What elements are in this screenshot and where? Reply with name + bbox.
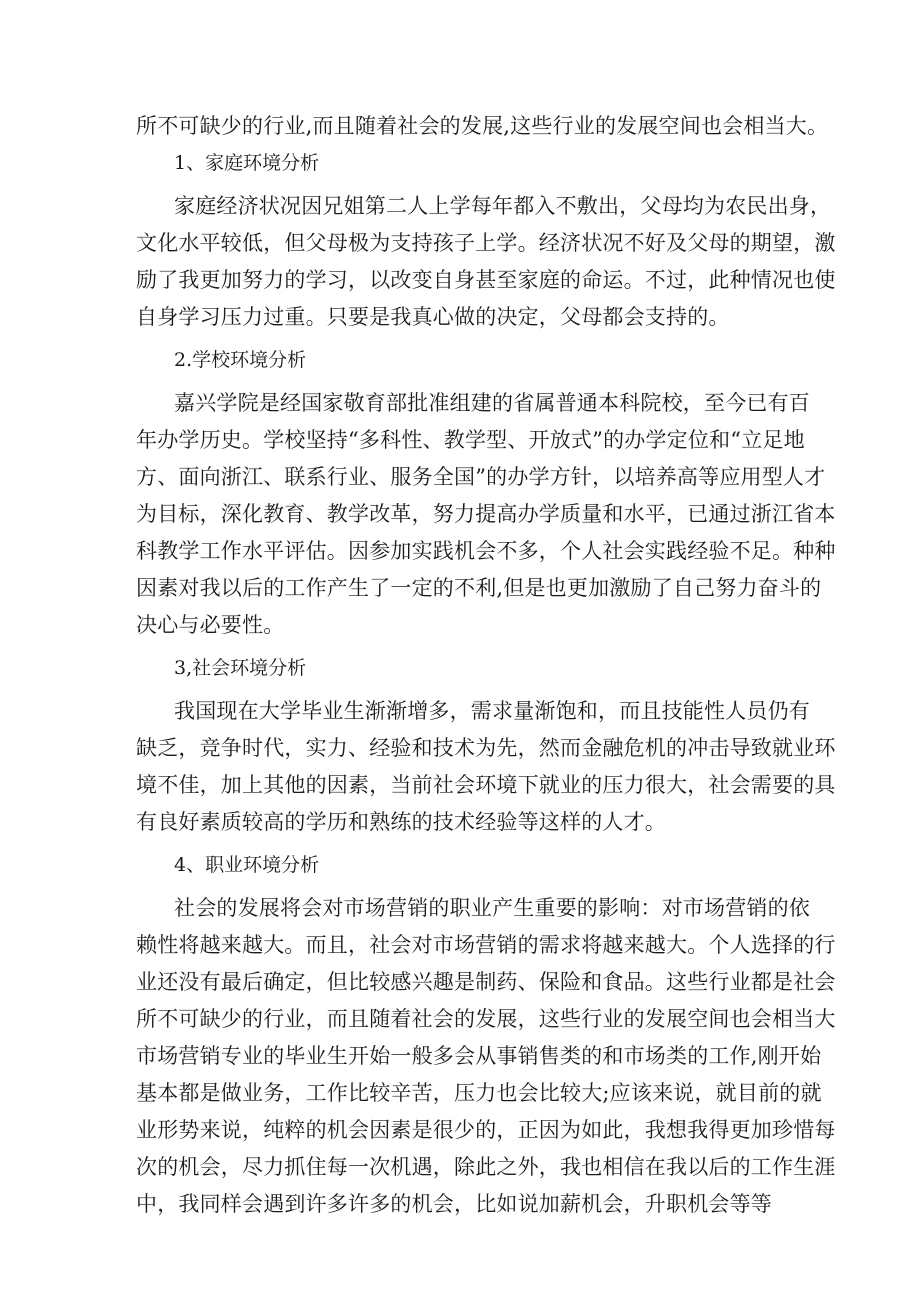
paragraph-line: 方、面向浙江、联系行业、服务全国”的办学方针，以培养高等应用型人才 <box>136 465 826 489</box>
paragraph-line: 市场营销专业的毕业生开始一般多会从事销售类的和市场类的工作,刚开始 <box>136 1044 822 1068</box>
paragraph-line: 自身学习压力过重。只要是我真心做的决定，父母都会支持的。 <box>136 305 730 329</box>
paragraph-line: 缺乏，竞争时代，实力、经验和技术为先，然而金融危机的冲击导致就业环 <box>136 736 836 760</box>
section-heading-family: 1、家庭环境分析 <box>174 152 320 174</box>
paragraph-line: 我国现在大学毕业生渐渐增多，需求量渐饱和，而且技能性人员仍有 <box>174 699 810 723</box>
paragraph-line: 有良好素质较高的学历和熟练的技术经验等这样的人才。 <box>136 810 666 834</box>
section-heading-society: 3,社会环境分析 <box>174 657 307 679</box>
paragraph-line: 年办学历史。学校坚持“多科性、教学型、开放式”的办学定位和“立足地 <box>136 428 805 452</box>
paragraph-line: 中，我同样会遇到许多许多的机会，比如说加薪机会，升职机会等等 <box>136 1192 772 1216</box>
section-heading-career: 4、职业环境分析 <box>174 854 320 876</box>
paragraph-line: 业还没有最后确定，但比较感兴趣是制药、保险和食品。这些行业都是社会 <box>136 970 836 994</box>
document-body <box>136 108 836 1223</box>
paragraph-line: 嘉兴学院是经国家敬育部批准组建的省属普通本科院校，至今已有百 <box>174 391 810 415</box>
paragraph-line: 文化水平较低，但父母极为支持孩子上学。经济状况不好及父母的期望，激 <box>136 231 836 255</box>
paragraph-line: 决心与必要性。 <box>136 613 285 637</box>
paragraph-line: 所不可缺少的行业，而且随着社会的发展，这些行业的发展空间也会相当大 <box>136 1007 836 1031</box>
section-heading-school: 2.学校环境分析 <box>174 349 307 371</box>
paragraph-family <box>136 188 836 336</box>
paragraph-school <box>136 385 836 644</box>
paragraph-line: 家庭经济状况因兄姐第二人上学每年都入不敷出，父母均为农民出身， <box>174 194 832 218</box>
paragraph-line: 基本都是做业务，工作比较辛苦，压力也会比较大;应该来说，就目前的就 <box>136 1081 822 1105</box>
paragraph-career <box>136 890 836 1223</box>
paragraph-line: 业形势来说，纯粹的机会因素是很少的，正因为如此，我想我得更加珍惜每 <box>136 1118 836 1142</box>
paragraph-line: 为目标，深化教育、教学改革，努力提高办学质量和水平，已通过浙江省本 <box>136 502 836 526</box>
paragraph-line: 因素对我以后的工作产生了一定的不利,但是也更加激励了自己努力奋斗的 <box>136 576 822 600</box>
paragraph-line: 励了我更加努力的学习，以改变自身甚至家庭的命运。不过，此种情况也使 <box>136 268 836 292</box>
paragraph-society <box>136 693 836 841</box>
paragraph-line: 次的机会，尽力抓住每一次机遇，除此之外，我也相信在我以后的工作生涯 <box>136 1155 836 1179</box>
paragraph-line: 科教学工作水平评估。因参加实践机会不多，个人社会实践经验不足。种种 <box>136 539 836 563</box>
paragraph-line: 赖性将越来越大。而且，社会对市场营销的需求将越来越大。个人选择的行 <box>136 933 836 957</box>
paragraph-line: 社会的发展将会对市场营销的职业产生重要的影响：对市场营销的依 <box>174 896 810 920</box>
opening-line: 所不可缺少的行业,而且随着社会的发展,这些行业的发展空间也会相当大。 <box>136 114 829 138</box>
paragraph-line: 境不佳，加上其他的因素，当前社会环境下就业的压力很大，社会需要的具 <box>136 773 836 797</box>
